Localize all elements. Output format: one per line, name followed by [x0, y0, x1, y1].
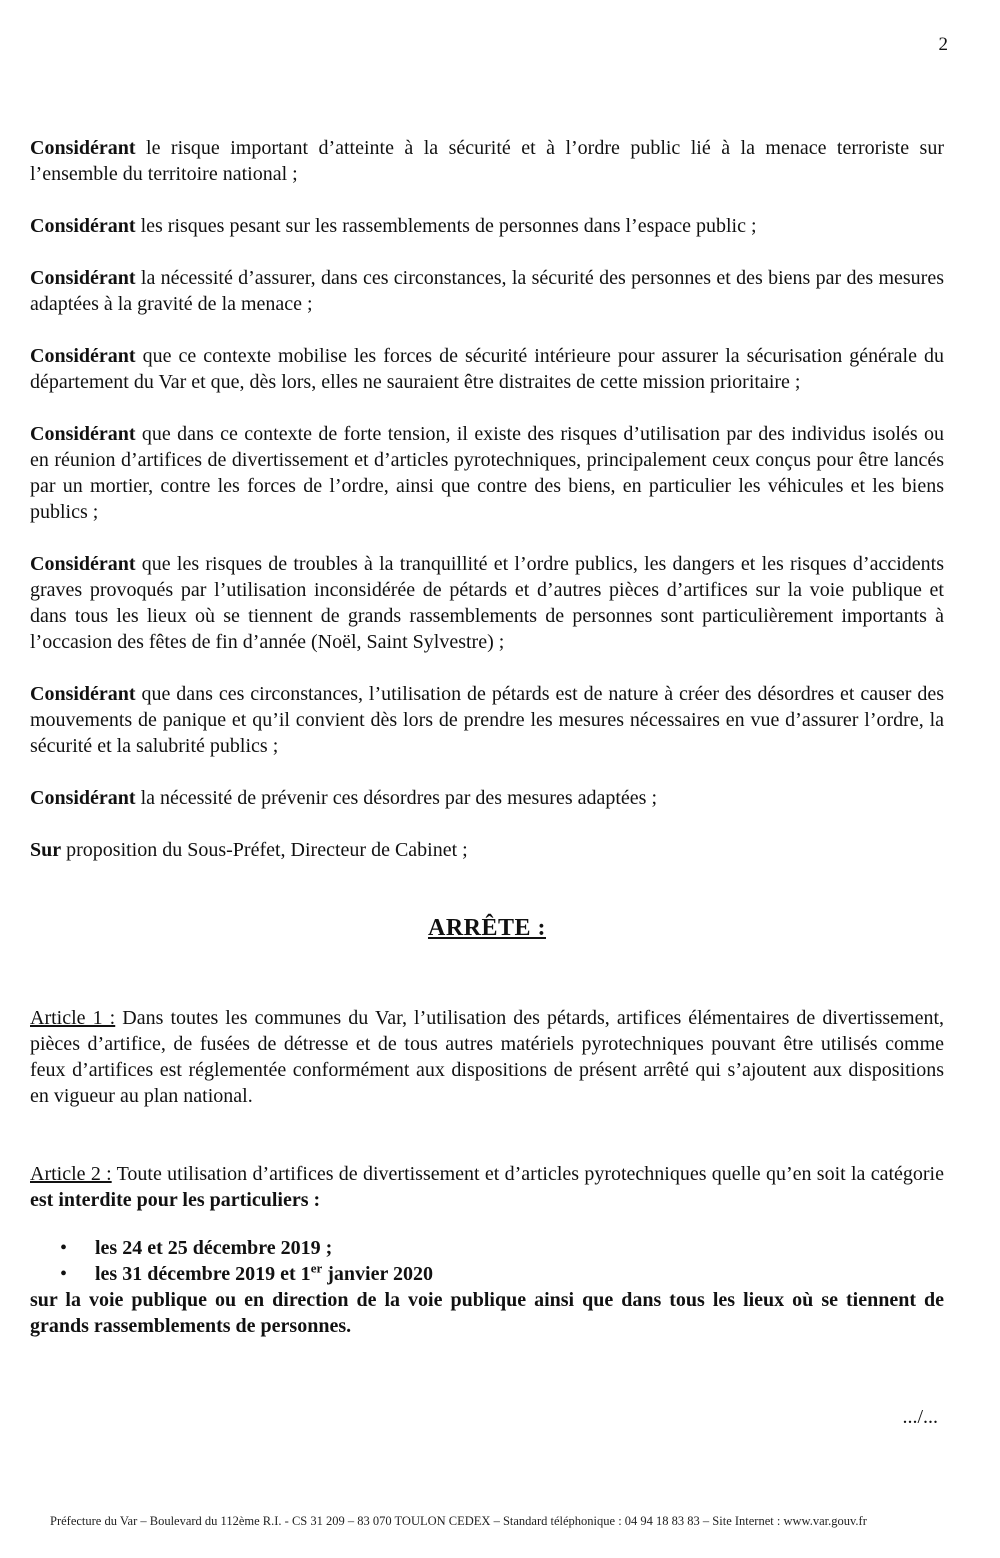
article-2-closing: sur la voie publique ou en direction de la voie publique ainsi que dans tous les lieux où se tiennent de grands rassemblements de personnes.	[30, 1289, 944, 1337]
consideration-5	[30, 421, 944, 525]
consideration-text: la nécessité d’assurer, dans ces circonstances, la sécurité des personnes et des biens par des mesures adaptées à la gravité de la menace ;	[30, 267, 944, 315]
consideration-3	[30, 265, 944, 317]
page-number: 2	[938, 34, 948, 55]
consideration-text: que les risques de troubles à la tranquillité et l’ordre publics, les dangers et les risques d’accidents graves provoqués par l’utilisation inconsidérée de pétards et d’autres pièces d’artifices sur la voie publique et dans tous les lieux où se tiennent de grands rassemblements de personnes sont particulièrement importants à l’occasion des fêtes de fin d’année (Noël, Saint Sylvestre) ;	[30, 553, 944, 653]
consideration-lead: Considérant	[30, 137, 136, 159]
consideration-text: la nécessité de prévenir ces désordres par des mesures adaptées ;	[135, 787, 658, 809]
document-body	[30, 135, 944, 1365]
ordinal-superscript: er	[310, 1260, 323, 1276]
proposal-text: proposition du Sous-Préfet, Directeur de Cabinet ;	[61, 839, 468, 861]
consideration-1	[30, 135, 944, 187]
article-1-text: Dans toutes les communes du Var, l’utilisation des pétards, artifices élémentaires de divertissement, pièces d’artifice, de fusées de détresse et de tous autres matériels pyrotechniques pouvant être utilisés comme feux d’artifices est réglementée conformément aux dispositions de présent arrêté qui s’ajoutent aux dispositions en vigueur au plan national.	[30, 1007, 944, 1107]
list-item	[60, 1235, 944, 1261]
consideration-text: que dans ces circonstances, l’utilisation de pétards est de nature à créer des désordres et causer des mouvements de panique et qu’il convient dès lors de prendre les mesures nécessaires en vue d’assurer l’ordre, la sécurité et la salubrité publics ;	[30, 683, 944, 757]
article-1-label: Article 1 :	[30, 1007, 116, 1029]
proposal	[30, 837, 944, 863]
consideration-7	[30, 681, 944, 759]
consideration-lead: Considérant	[30, 683, 136, 705]
date-item-1: les 24 et 25 décembre 2019 ;	[95, 1237, 333, 1259]
consideration-2	[30, 213, 944, 239]
consideration-8	[30, 785, 944, 811]
article-2-date-list	[30, 1235, 944, 1287]
decree-title: ARRÊTE :	[427, 915, 546, 941]
consideration-text: que ce contexte mobilise les forces de sécurité intérieure pour assurer la sécurisation générale du département du Var et que, dès lors, elles ne sauraient être distraites de cette mission prioritaire ;	[30, 345, 944, 393]
consideration-lead: Considérant	[30, 267, 136, 289]
consideration-text: le risque important d’atteinte à la sécurité et à l’ordre public lié à la menace terroriste sur l’ensemble du territoire national ;	[30, 137, 944, 185]
article-2-bold-text: est interdite pour les particuliers :	[30, 1189, 321, 1211]
article-2-text: Toute utilisation d’artifices de divertissement et d’articles pyrotechniques quelle qu’en soit la catégorie	[111, 1163, 944, 1185]
consideration-lead: Considérant	[30, 215, 136, 237]
list-item	[60, 1261, 944, 1287]
consideration-text: que dans ce contexte de forte tension, il existe des risques d’utilisation par des individus isolés ou en réunion d’artifices de divertissement et d’articles pyrotechniques, principalement ceux conçus pour être lancés par un mortier, contre les forces de l’ordre, ainsi que contre des biens, en particulier les véhicules et les biens publics ;	[30, 423, 944, 523]
article-2-label: Article 2 :	[30, 1163, 112, 1185]
consideration-lead: Considérant	[30, 345, 136, 367]
consideration-lead: Considérant	[30, 553, 136, 575]
consideration-4	[30, 343, 944, 395]
proposal-lead: Sur	[30, 839, 62, 861]
article-1	[30, 1005, 944, 1109]
continuation-mark: .../...	[902, 1406, 938, 1428]
date-item-2: les 31 décembre 2019 et 1	[95, 1263, 311, 1285]
consideration-text: les risques pesant sur les rassemblements de personnes dans l’espace public ;	[135, 215, 757, 237]
consideration-6	[30, 551, 944, 655]
footer-address: Préfecture du Var – Boulevard du 112ème R.I. - CS 31 209 – 83 070 TOULON CEDEX – Standard téléphonique : 04 94 18 83 83 – Site Internet : www.var.gouv.fr	[50, 1514, 867, 1528]
consideration-lead: Considérant	[30, 787, 136, 809]
consideration-lead: Considérant	[30, 423, 136, 445]
date-item-2-end: janvier 2020	[322, 1263, 433, 1285]
article-2	[30, 1161, 944, 1213]
